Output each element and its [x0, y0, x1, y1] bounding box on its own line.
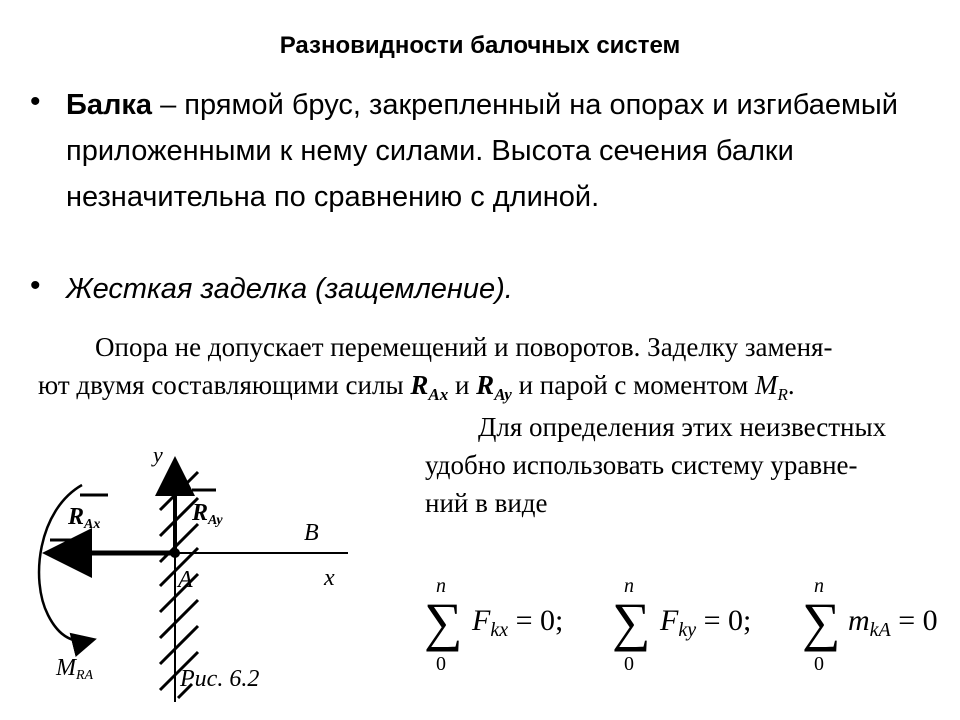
- bullet-beam-definition: [30, 82, 910, 220]
- sum-sign: ∑: [424, 592, 463, 652]
- scan-line-4: удобно использовать систему уравне-: [425, 450, 858, 480]
- scan-line-3: Для определения этих неизвестных: [478, 412, 887, 442]
- fixed-support-figure: [20, 440, 380, 710]
- scan-line-2: [38, 370, 795, 404]
- moment-MR: [754, 370, 788, 404]
- equation-2: $F_{ky} = 0$;: [660, 604, 752, 641]
- force-sub-Ax: Ax: [428, 385, 449, 404]
- point-B-label: B: [304, 520, 319, 546]
- bullet-dot: •: [30, 85, 41, 118]
- scan-period: .: [787, 370, 795, 400]
- scan-line-2-end: и парой с моментом: [511, 370, 755, 400]
- page-title: Разновидности балочных систем: [279, 32, 681, 59]
- figure-caption: Рис. 6.2: [180, 666, 260, 692]
- scan-line-1: Опора не допускает перемещений и поворотов. Заделку заменя-: [95, 332, 833, 362]
- sum-upper-limit: n: [436, 575, 446, 597]
- sum-upper-limit: n: [814, 575, 824, 597]
- scan-and: и: [448, 370, 477, 400]
- sum-lower-limit: 0: [624, 653, 634, 675]
- moment-arc: [39, 485, 92, 641]
- equilibrium-equations: [410, 570, 960, 700]
- force-RAx: [410, 370, 449, 404]
- equation-sum-fkx: [424, 575, 563, 675]
- beam-definition-text: – прямой брус, закрепленный на опорах и изгибаемый приложенными к нему силами. Высота сечения балки незначительна по сравнению с длиной.: [66, 89, 898, 213]
- point-A-label: A: [178, 567, 193, 593]
- moment-MRA-label: MRA: [56, 655, 94, 683]
- x-axis-label: x: [324, 565, 335, 591]
- sum-lower-limit: 0: [814, 653, 824, 675]
- RAx-label: RAx: [68, 504, 101, 532]
- equation-1: $F_{kx} = 0$;: [472, 604, 564, 641]
- bullet-text: [66, 82, 910, 220]
- bullet-fixed-support: [30, 266, 910, 312]
- force-R: R: [476, 370, 495, 400]
- equation-3: $m_{kA} = 0$: [848, 604, 938, 641]
- sum-upper-limit: n: [624, 575, 634, 597]
- y-axis-label: y: [153, 442, 163, 467]
- equation-sum-fky: [612, 575, 751, 675]
- scan-line-5: ний в виде: [425, 488, 548, 518]
- fixed-support-text: Жесткая заделка (защемление).: [66, 273, 513, 305]
- equation-sum-mka: [802, 575, 938, 675]
- moment-M: M: [754, 370, 778, 400]
- sum-sign: ∑: [612, 592, 651, 652]
- scan-line-2-start: ют двумя составляющими силы: [38, 370, 411, 400]
- moment-sub-R: R: [777, 385, 788, 404]
- force-R: R: [410, 370, 429, 400]
- force-RAy: [476, 370, 512, 404]
- force-sub-Ay: Ay: [494, 385, 512, 404]
- RAy-label: RAy: [192, 500, 223, 528]
- point-A-dot: [170, 548, 180, 558]
- sum-lower-limit: 0: [436, 653, 446, 675]
- sum-sign: ∑: [802, 592, 841, 652]
- bullet-dot: •: [30, 269, 41, 302]
- term-beam: Балка: [66, 89, 153, 121]
